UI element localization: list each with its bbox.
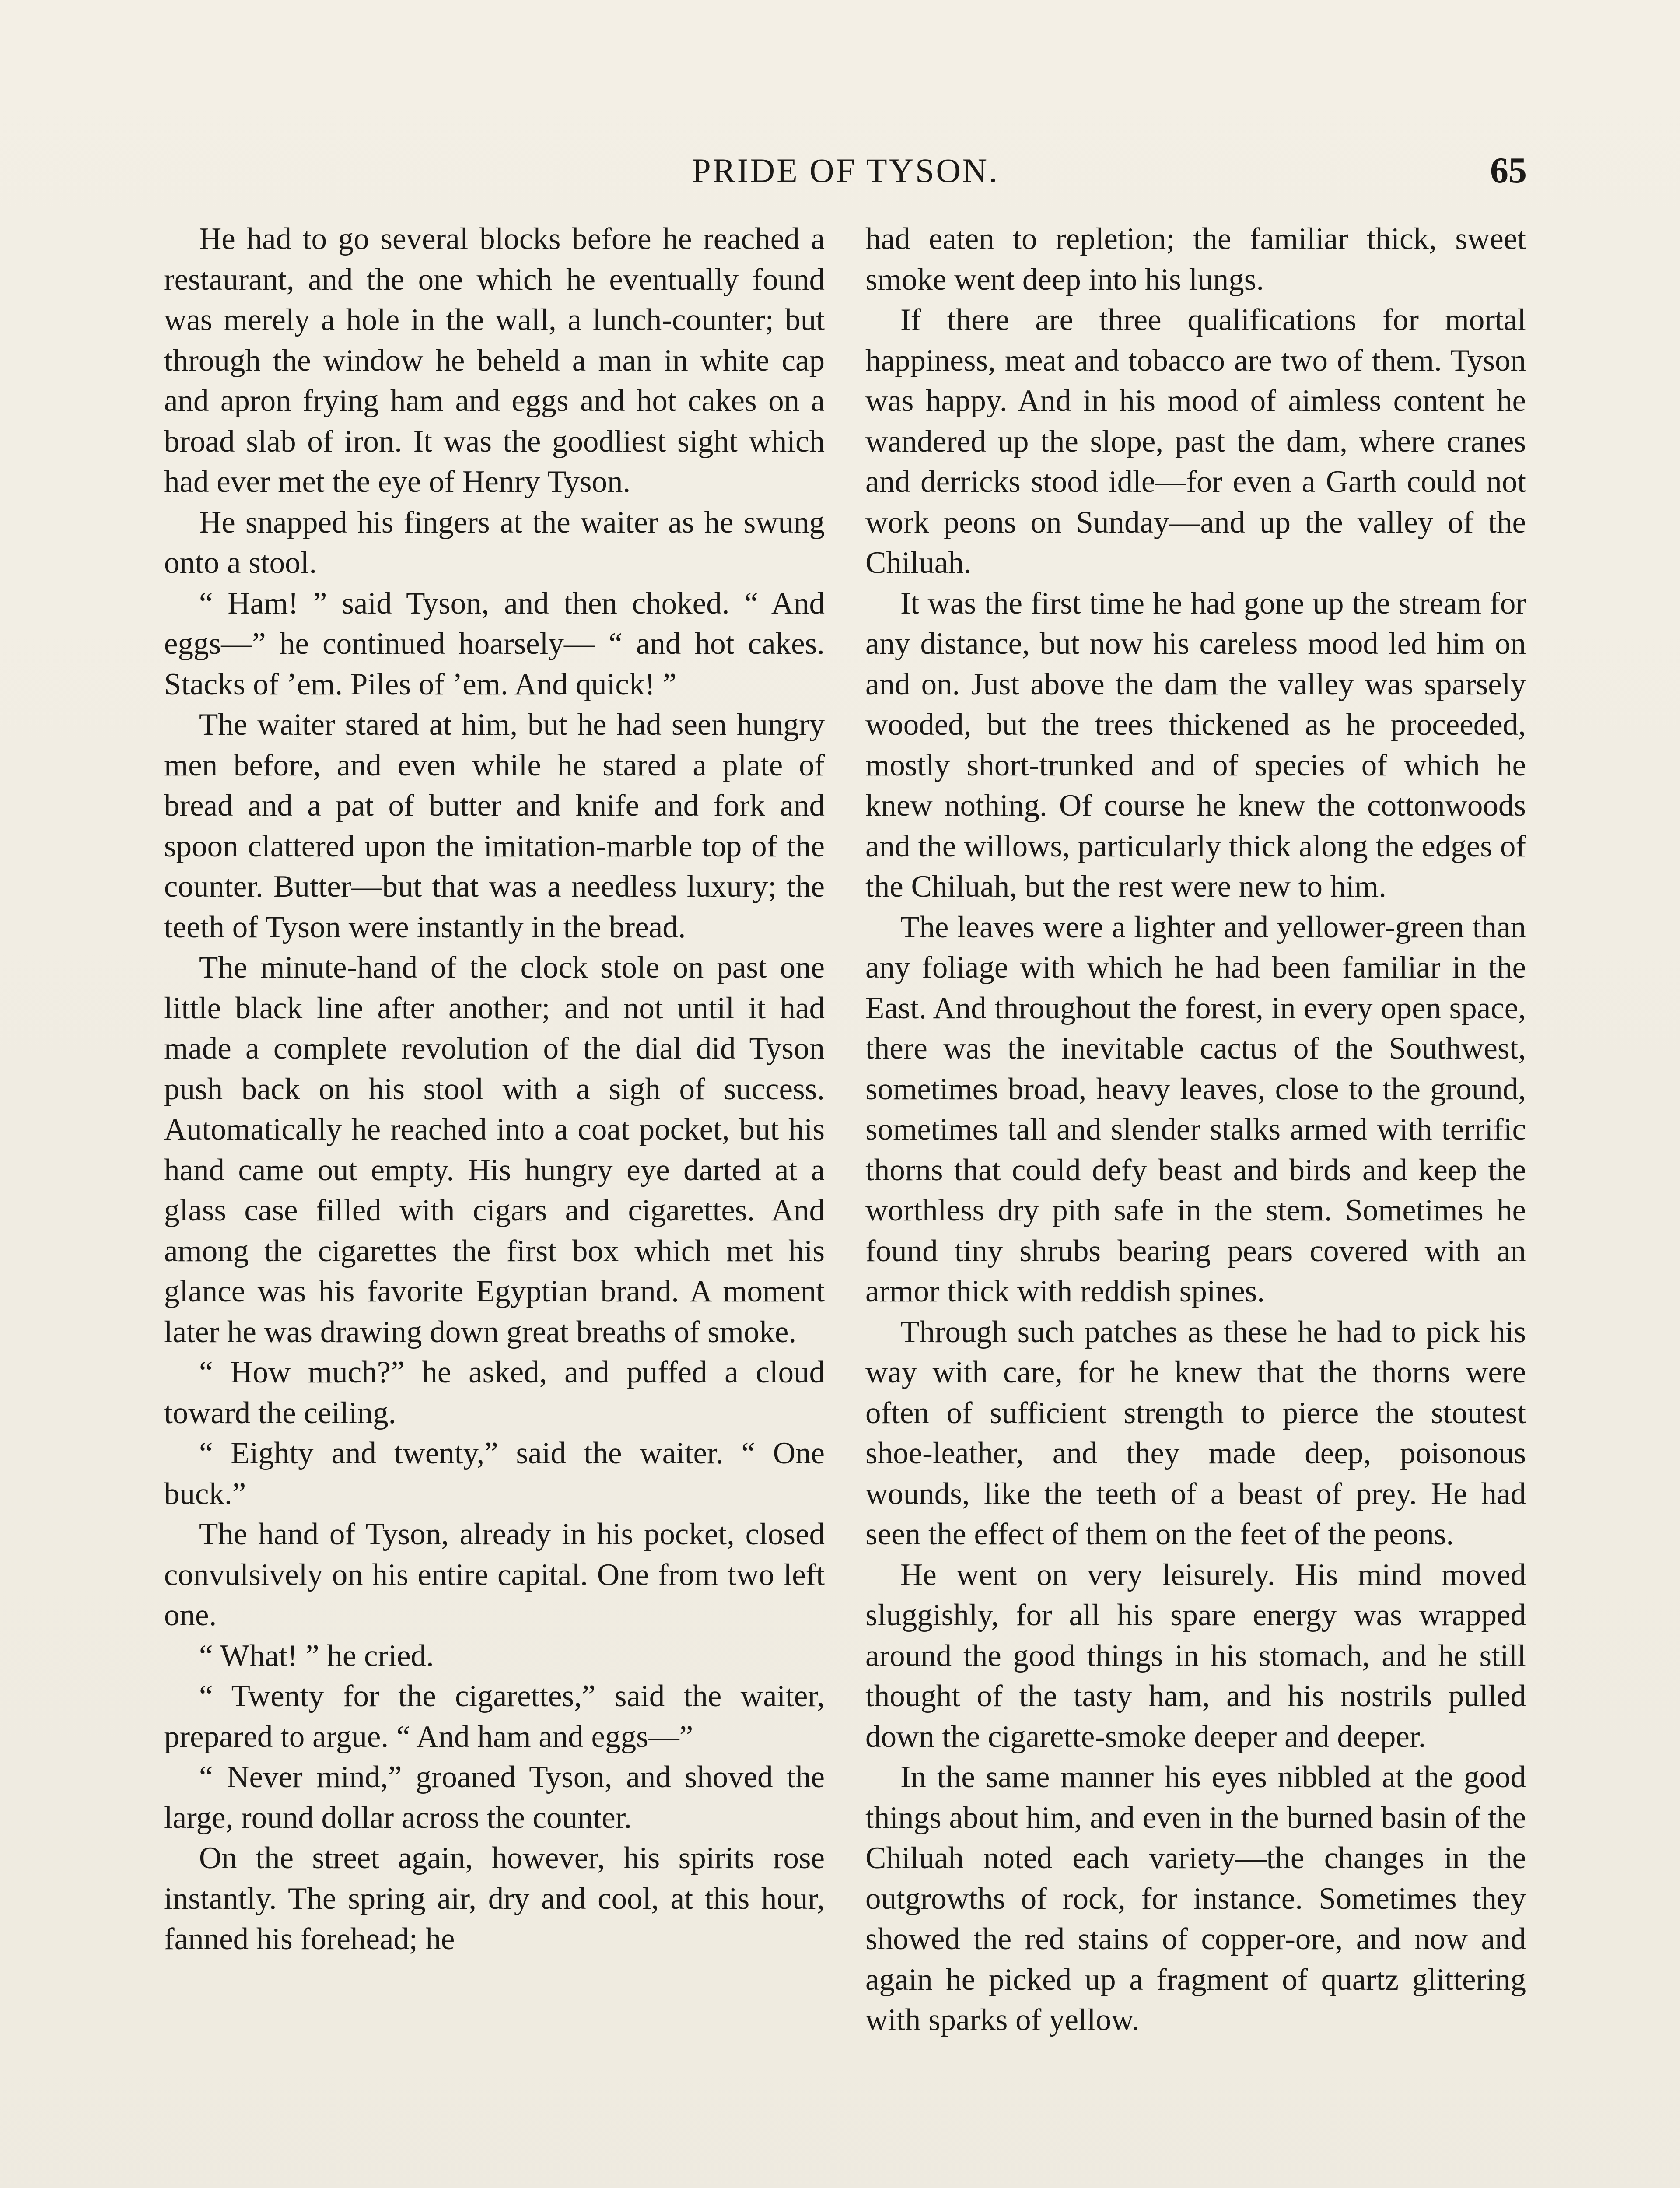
paragraph: The leaves were a lighter and yellower-green than any foliage with which he had been familiar in the East. And throughout the forest, in every open space, there was the inevitable cactus of the Southwest, sometimes broad, heavy leaves, close to the ground, sometimes tall and slender stalks armed with terrific thorns that could defy beast and birds and keep the worthless dry pith safe in the stem. Sometimes he found tiny shrubs bearing pears covered with an armor thick with reddish spines. bbox=[865, 910, 1526, 1308]
paragraph: In the same manner his eyes nibbled at the good things about him, and even in the burned basin of the Chiluah noted each variety—the changes in the outgrowths of rock, for instance. Sometimes they showed the red stains of copper-ore, and now and again he picked up a fragment of quartz glittering with sparks of yellow. bbox=[865, 1760, 1526, 2037]
paragraph: On the street again, however, his spirits rose instantly. The spring air, dry and cool, at this hour, fanned his forehead; he bbox=[164, 1841, 825, 1956]
running-title: PRIDE OF TYSON. bbox=[692, 151, 999, 189]
paragraph: “ Twenty for the cigarettes,” said the waiter, prepared to argue. “ And ham and eggs—” bbox=[164, 1679, 825, 1754]
right-column bbox=[865, 219, 1526, 2041]
paragraph: The hand of Tyson, already in his pocket, closed convulsively on his entire capital. One from two left one. bbox=[164, 1517, 825, 1632]
running-head bbox=[164, 144, 1527, 197]
paragraph: “ Eighty and twenty,” said the waiter. “ One buck.” bbox=[164, 1436, 825, 1511]
paragraph: He went on very leisurely. His mind moved sluggishly, for all his spare energy was wrapped around the good things in his stomach, and he still thought of the tasty ham, and his nostrils pulled down the cigarette-smoke deeper and deeper. bbox=[865, 1557, 1526, 1754]
paragraph: “ What! ” he cried. bbox=[199, 1638, 434, 1673]
paragraph: Through such patches as these he had to pick his way with care, for he knew that the thorns were often of sufficient strength to pierce the stoutest shoe-leather, and they made deep, poisonous wounds, like the teeth of a beast of prey. He had seen the effect of them on the feet of the peons. bbox=[865, 1315, 1526, 1551]
paragraph: It was the first time he had gone up the stream for any distance, but now his careless mood led him on and on. Just above the dam the valley was sparsely wooded, but the trees thickened as he proceeded, mostly short-trunked and of species of which he knew nothing. Of course he knew the cottonwoods and the willows, particularly thick along the edges of the Chiluah, but the rest were new to him. bbox=[865, 586, 1526, 904]
paragraph: He snapped his fingers at the waiter as he swung onto a stool. bbox=[164, 505, 825, 580]
continued-paragraph: had eaten to repletion; the familiar thick, sweet smoke went deep into his lungs. bbox=[865, 222, 1526, 297]
paragraph: “ Ham! ” said Tyson, and then choked. “ And eggs—” he continued hoarsely— “ and hot cakes. Stacks of ’em. Piles of ’em. And quick! ” bbox=[164, 586, 825, 701]
left-column bbox=[164, 219, 825, 1960]
paragraph: “ Never mind,” groaned Tyson, and shoved the large, round dollar across the counter. bbox=[164, 1760, 825, 1835]
paragraph: The minute-hand of the clock stole on past one little black line after another; and not until it had made a complete revolution of the dial did Tyson push back on his stool with a sigh of success. Automatically he reached into a coat pocket, but his hand came out empty. His hungry eye darted at a glass case filled with cigars and cigarettes. And among the cigarettes the first box which met his glance was his favorite Egyptian brand. A moment later he was drawing down great breaths of smoke. bbox=[164, 950, 825, 1349]
paragraph: He had to go several blocks before he reached a restaurant, and the one which he eventually found was merely a hole in the wall, a lunch-counter; but through the window he beheld a man in white cap and apron frying ham and eggs and hot cakes on a broad slab of iron. It was the goodliest sight which had ever met the eye of Henry Tyson. bbox=[164, 222, 825, 499]
page-number: 65 bbox=[1490, 150, 1527, 191]
paragraph: “ How much?” he asked, and puffed a cloud toward the ceiling. bbox=[164, 1355, 825, 1430]
paragraph: If there are three qualifications for mortal happiness, meat and tobacco are two of them. Tyson was happy. And in his mood of aimless content he wandered up the slope, past the dam, where cranes and derricks stood idle—for even a Garth could not work peons on Sunday—and up the valley of the Chiluah. bbox=[865, 303, 1526, 580]
paragraph: The waiter stared at him, but he had seen hungry men before, and even while he stared a plate of bread and a pat of butter and knife and fork and spoon clattered upon the imitation-marble top of the counter. Butter—but that was a needless luxury; the teeth of Tyson were instantly in the bread. bbox=[164, 708, 825, 944]
